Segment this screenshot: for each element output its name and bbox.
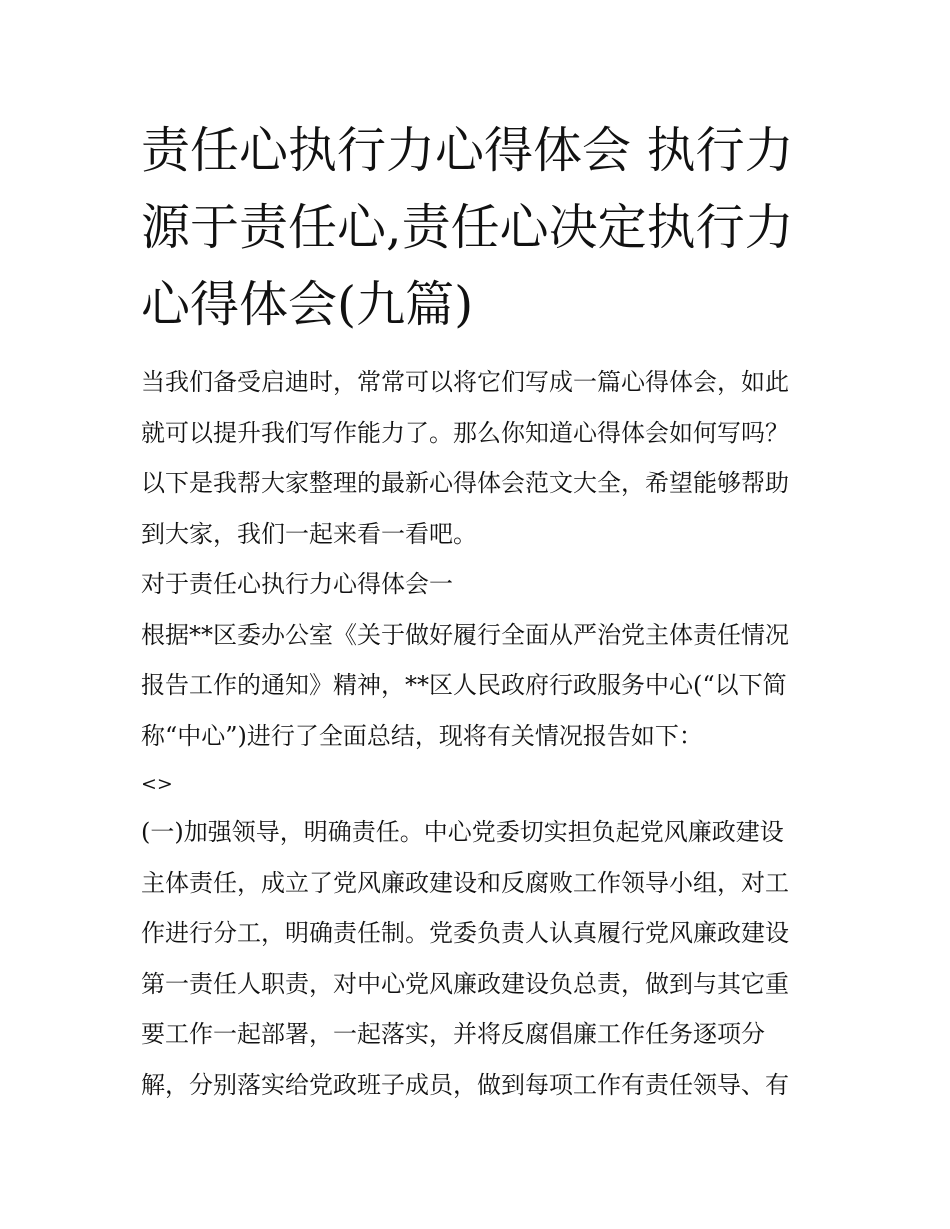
intro-line: 就可以提升我们写作能力了。那么你知道心得体会如何写吗？ — [141, 418, 789, 447]
point-one-line: 作进行分工，明确责任制。党委负责人认真履行党风廉政建设 — [141, 919, 789, 947]
point-one-line: 解，分别落实给党政班子成员，做到每项工作有责任领导、有 — [141, 1070, 789, 1099]
title-line: 源于责任心,责任心决定执行力 — [141, 199, 794, 256]
point-one-line: (一)加强领导，明确责任。中心党委切实担负起党风廉政建设 — [141, 818, 784, 846]
report-line: 称“中心”)进行了全面总结，现将有关情况报告如下： — [141, 721, 703, 750]
intro-line: 当我们备受启迪时，常常可以将它们写成一篇心得体会，如此 — [141, 368, 789, 396]
point-one-line: 第一责任人职责，对中心党风廉政建设负总责，做到与其它重 — [141, 969, 789, 998]
point-one-line: 要工作一起部署，一起落实，并将反腐倡廉工作任务逐项分 — [141, 1020, 765, 1048]
point-one-line: 主体责任，成立了党风廉政建设和反腐败工作领导小组，对工 — [141, 868, 789, 897]
intro-line: 以下是我帮大家整理的最新心得体会范文大全，希望能够帮助 — [141, 469, 789, 497]
document-body — [141, 112, 813, 1110]
intro-paragraph — [141, 357, 813, 559]
placeholder-marker: <> — [141, 773, 173, 795]
report-line: 报告工作的通知》精神，**区人民政府行政服务中心(“以下简 — [141, 671, 787, 699]
point-one-paragraph — [141, 807, 813, 1110]
section-heading: 对于责任心执行力心得体会一 — [141, 570, 453, 598]
intro-line: 到大家，我们一起来看一看吧。 — [141, 519, 477, 548]
title-line: 心得体会(九篇) — [141, 276, 474, 333]
title-line: 责任心执行力心得体会 执行力 — [141, 122, 794, 179]
report-line: 根据**区委办公室《关于做好履行全面从严治党主体责任情况 — [141, 620, 789, 649]
report-paragraph — [141, 610, 813, 762]
document-title — [141, 112, 813, 343]
